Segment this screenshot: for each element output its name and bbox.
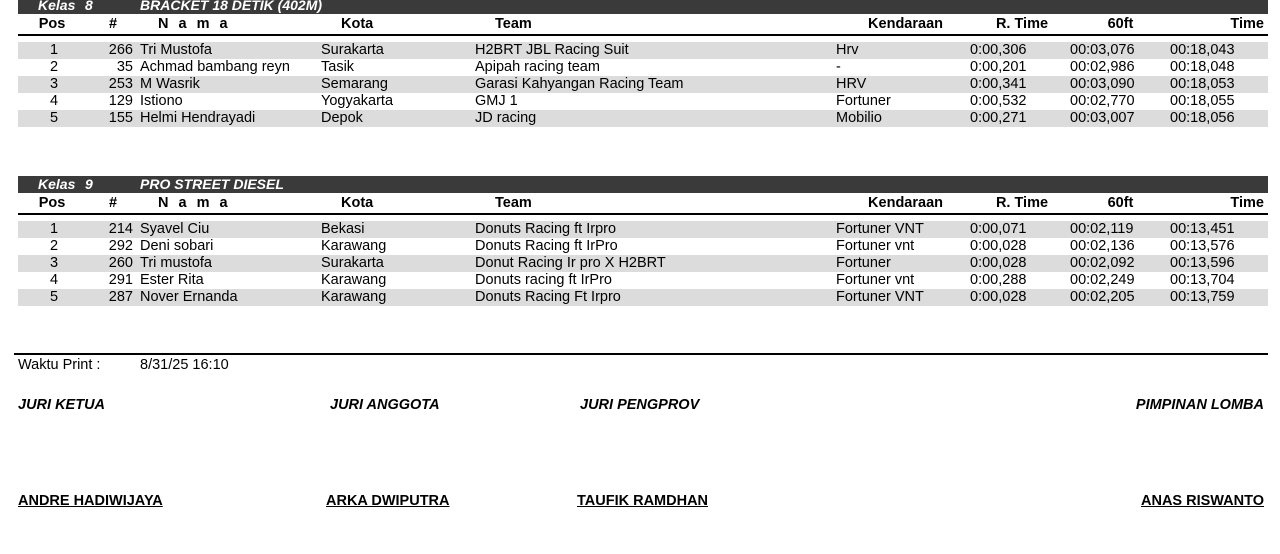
cell-team: Donuts Racing Ft Irpro [475, 289, 621, 305]
cell-nama: Syavel Ciu [140, 221, 210, 237]
col-rtime: R. Time [995, 16, 1049, 32]
class-title: BRACKET 18 DETIK (402M) [140, 0, 323, 13]
cell-60ft: 00:03,007 [1070, 110, 1135, 126]
table-row [18, 42, 1268, 59]
cell-rtime: 0:00,306 [970, 42, 1027, 58]
cell-kota: Bekasi [321, 221, 365, 237]
class-header-bar [18, 176, 1268, 193]
column-header-row [18, 193, 1268, 215]
cell-nama: Ester Rita [140, 272, 204, 288]
cell-pos: 2 [49, 238, 59, 254]
cell-kota: Surakarta [321, 255, 384, 271]
col-team: Team [495, 195, 532, 211]
cell-time: 00:18,043 [1170, 42, 1235, 58]
cell-team: Donut Racing Ir pro X H2BRT [475, 255, 666, 271]
col-60ft: 60ft [1107, 16, 1134, 32]
cell-number: 266 [108, 42, 133, 58]
cell-kota: Yogyakarta [321, 93, 394, 109]
cell-team: H2BRT JBL Racing Suit [475, 42, 629, 58]
cell-number: 292 [108, 238, 133, 254]
cell-60ft: 00:02,770 [1070, 93, 1135, 109]
class-number: 8 [85, 0, 93, 13]
col-rtime: R. Time [995, 195, 1049, 211]
cell-kota: Semarang [321, 76, 388, 92]
cell-number: 129 [108, 93, 133, 109]
signatory-name-pimpinan: ANAS RISWANTO [1141, 493, 1264, 509]
cell-kendaraan: Fortuner vnt [836, 238, 915, 254]
cell-team: Donuts Racing ft IrPro [475, 238, 618, 254]
cell-nama: Nover Ernanda [140, 289, 238, 305]
cell-rtime: 0:00,028 [970, 255, 1027, 271]
cell-number: 260 [108, 255, 133, 271]
cell-kendaraan: Fortuner [836, 255, 891, 271]
signatory-name-anggota: ARKA DWIPUTRA [326, 493, 450, 509]
cell-time: 00:13,451 [1170, 221, 1235, 237]
cell-kota: Tasik [321, 59, 355, 75]
footer-divider [14, 353, 1268, 355]
cell-kota: Depok [321, 110, 363, 126]
cell-pos: 4 [49, 272, 59, 288]
cell-rtime: 0:00,028 [970, 289, 1027, 305]
cell-team: Donuts racing ft IrPro [475, 272, 612, 288]
col-60ft: 60ft [1107, 195, 1134, 211]
col-time: Time [1230, 195, 1264, 211]
cell-pos: 2 [49, 59, 59, 75]
cell-kota: Karawang [321, 238, 387, 254]
cell-nama: Helmi Hendrayadi [140, 110, 256, 126]
results-section-kelas-9 [18, 176, 1268, 306]
class-title: PRO STREET DIESEL [140, 176, 284, 192]
cell-rtime: 0:00,532 [970, 93, 1027, 109]
cell-time: 00:18,056 [1170, 110, 1235, 126]
cell-nama: Achmad bambang reyn [140, 59, 290, 75]
cell-kendaraan: Fortuner VNT [836, 221, 924, 237]
cell-kota: Karawang [321, 289, 387, 305]
cell-60ft: 00:02,986 [1070, 59, 1135, 75]
cell-60ft: 00:03,090 [1070, 76, 1135, 92]
cell-60ft: 00:02,136 [1070, 238, 1135, 254]
col-number: # [108, 16, 118, 32]
cell-60ft: 00:03,076 [1070, 42, 1135, 58]
cell-pos: 3 [49, 255, 59, 271]
cell-kendaraan: Fortuner VNT [836, 289, 924, 305]
cell-pos: 5 [49, 289, 59, 305]
cell-team: GMJ 1 [475, 93, 518, 109]
cell-rtime: 0:00,028 [970, 238, 1027, 254]
results-section-kelas-8 [18, 0, 1268, 127]
class-header-bar [18, 0, 1268, 14]
class-number: 9 [85, 176, 93, 192]
role-juri-anggota: JURI ANGGOTA [330, 397, 440, 413]
cell-pos: 1 [49, 221, 59, 237]
print-time-value: 8/31/25 16:10 [140, 357, 229, 373]
cell-rtime: 0:00,288 [970, 272, 1027, 288]
cell-kendaraan: Fortuner [836, 93, 891, 109]
col-kendaraan: Kendaraan [868, 195, 943, 211]
col-pos: Pos [38, 195, 66, 211]
cell-pos: 4 [49, 93, 59, 109]
col-kota: Kota [341, 16, 374, 32]
cell-time: 00:18,048 [1170, 59, 1235, 75]
cell-60ft: 00:02,119 [1070, 221, 1134, 237]
cell-time: 00:13,576 [1170, 238, 1235, 254]
cell-team: Apipah racing team [475, 59, 600, 75]
col-nama: N a m a [158, 195, 231, 211]
print-time-label: Waktu Print : [18, 357, 101, 373]
cell-number: 35 [116, 59, 133, 75]
cell-nama: Tri mustofa [140, 255, 212, 271]
cell-kendaraan: Mobilio [836, 110, 882, 126]
cell-rtime: 0:00,271 [970, 110, 1027, 126]
cell-rtime: 0:00,201 [970, 59, 1027, 75]
cell-time: 00:13,596 [1170, 255, 1235, 271]
role-pimpinan-lomba: PIMPINAN LOMBA [1135, 397, 1264, 413]
table-row [18, 59, 1268, 76]
cell-team: Donuts Racing ft Irpro [475, 221, 617, 237]
cell-pos: 5 [49, 110, 59, 126]
signatory-name-ketua: ANDRE HADIWIJAYA [18, 493, 163, 509]
table-row [18, 76, 1268, 93]
cell-time: 00:18,055 [1170, 93, 1235, 109]
cell-nama: M Wasrik [140, 76, 200, 92]
table-row [18, 221, 1268, 238]
table-row [18, 110, 1268, 127]
column-header-row [18, 14, 1268, 36]
cell-number: 253 [108, 76, 133, 92]
col-nama: N a m a [158, 16, 231, 32]
cell-number: 287 [108, 289, 133, 305]
cell-time: 00:13,704 [1170, 272, 1235, 288]
cell-rtime: 0:00,071 [970, 221, 1027, 237]
cell-kendaraan: Hrv [836, 42, 859, 58]
cell-pos: 1 [49, 42, 59, 58]
table-row [18, 289, 1268, 306]
cell-team: Garasi Kahyangan Racing Team [475, 76, 684, 92]
cell-kota: Karawang [321, 272, 387, 288]
cell-rtime: 0:00,341 [970, 76, 1027, 92]
cell-number: 214 [108, 221, 133, 237]
cell-60ft: 00:02,249 [1070, 272, 1135, 288]
col-team: Team [495, 16, 532, 32]
signatory-name-pengprov: TAUFIK RAMDHAN [577, 493, 709, 509]
cell-nama: Istiono [140, 93, 183, 109]
col-pos: Pos [38, 16, 66, 32]
col-kendaraan: Kendaraan [868, 16, 943, 32]
table-row [18, 255, 1268, 272]
cell-pos: 3 [49, 76, 59, 92]
cell-kota: Surakarta [321, 42, 384, 58]
cell-time: 00:18,053 [1170, 76, 1235, 92]
result-rows [18, 221, 1268, 306]
cell-nama: Tri Mustofa [140, 42, 212, 58]
cell-kendaraan: Fortuner vnt [836, 272, 915, 288]
table-row [18, 272, 1268, 289]
cell-time: 00:13,759 [1170, 289, 1235, 305]
cell-60ft: 00:02,092 [1070, 255, 1135, 271]
cell-team: JD racing [475, 110, 537, 126]
class-label: Kelas [38, 176, 76, 192]
result-rows [18, 42, 1268, 127]
role-juri-ketua: JURI KETUA [18, 397, 106, 413]
cell-number: 291 [108, 272, 133, 288]
cell-kendaraan: - [836, 59, 841, 75]
cell-number: 155 [108, 110, 133, 126]
cell-60ft: 00:02,205 [1070, 289, 1135, 305]
role-juri-pengprov: JURI PENGPROV [580, 397, 700, 413]
table-row [18, 238, 1268, 255]
cell-kendaraan: HRV [836, 76, 867, 92]
table-row [18, 93, 1268, 110]
cell-nama: Deni sobari [140, 238, 214, 254]
class-label: Kelas [38, 0, 76, 13]
col-time: Time [1230, 16, 1264, 32]
col-kota: Kota [341, 195, 374, 211]
col-number: # [108, 195, 118, 211]
